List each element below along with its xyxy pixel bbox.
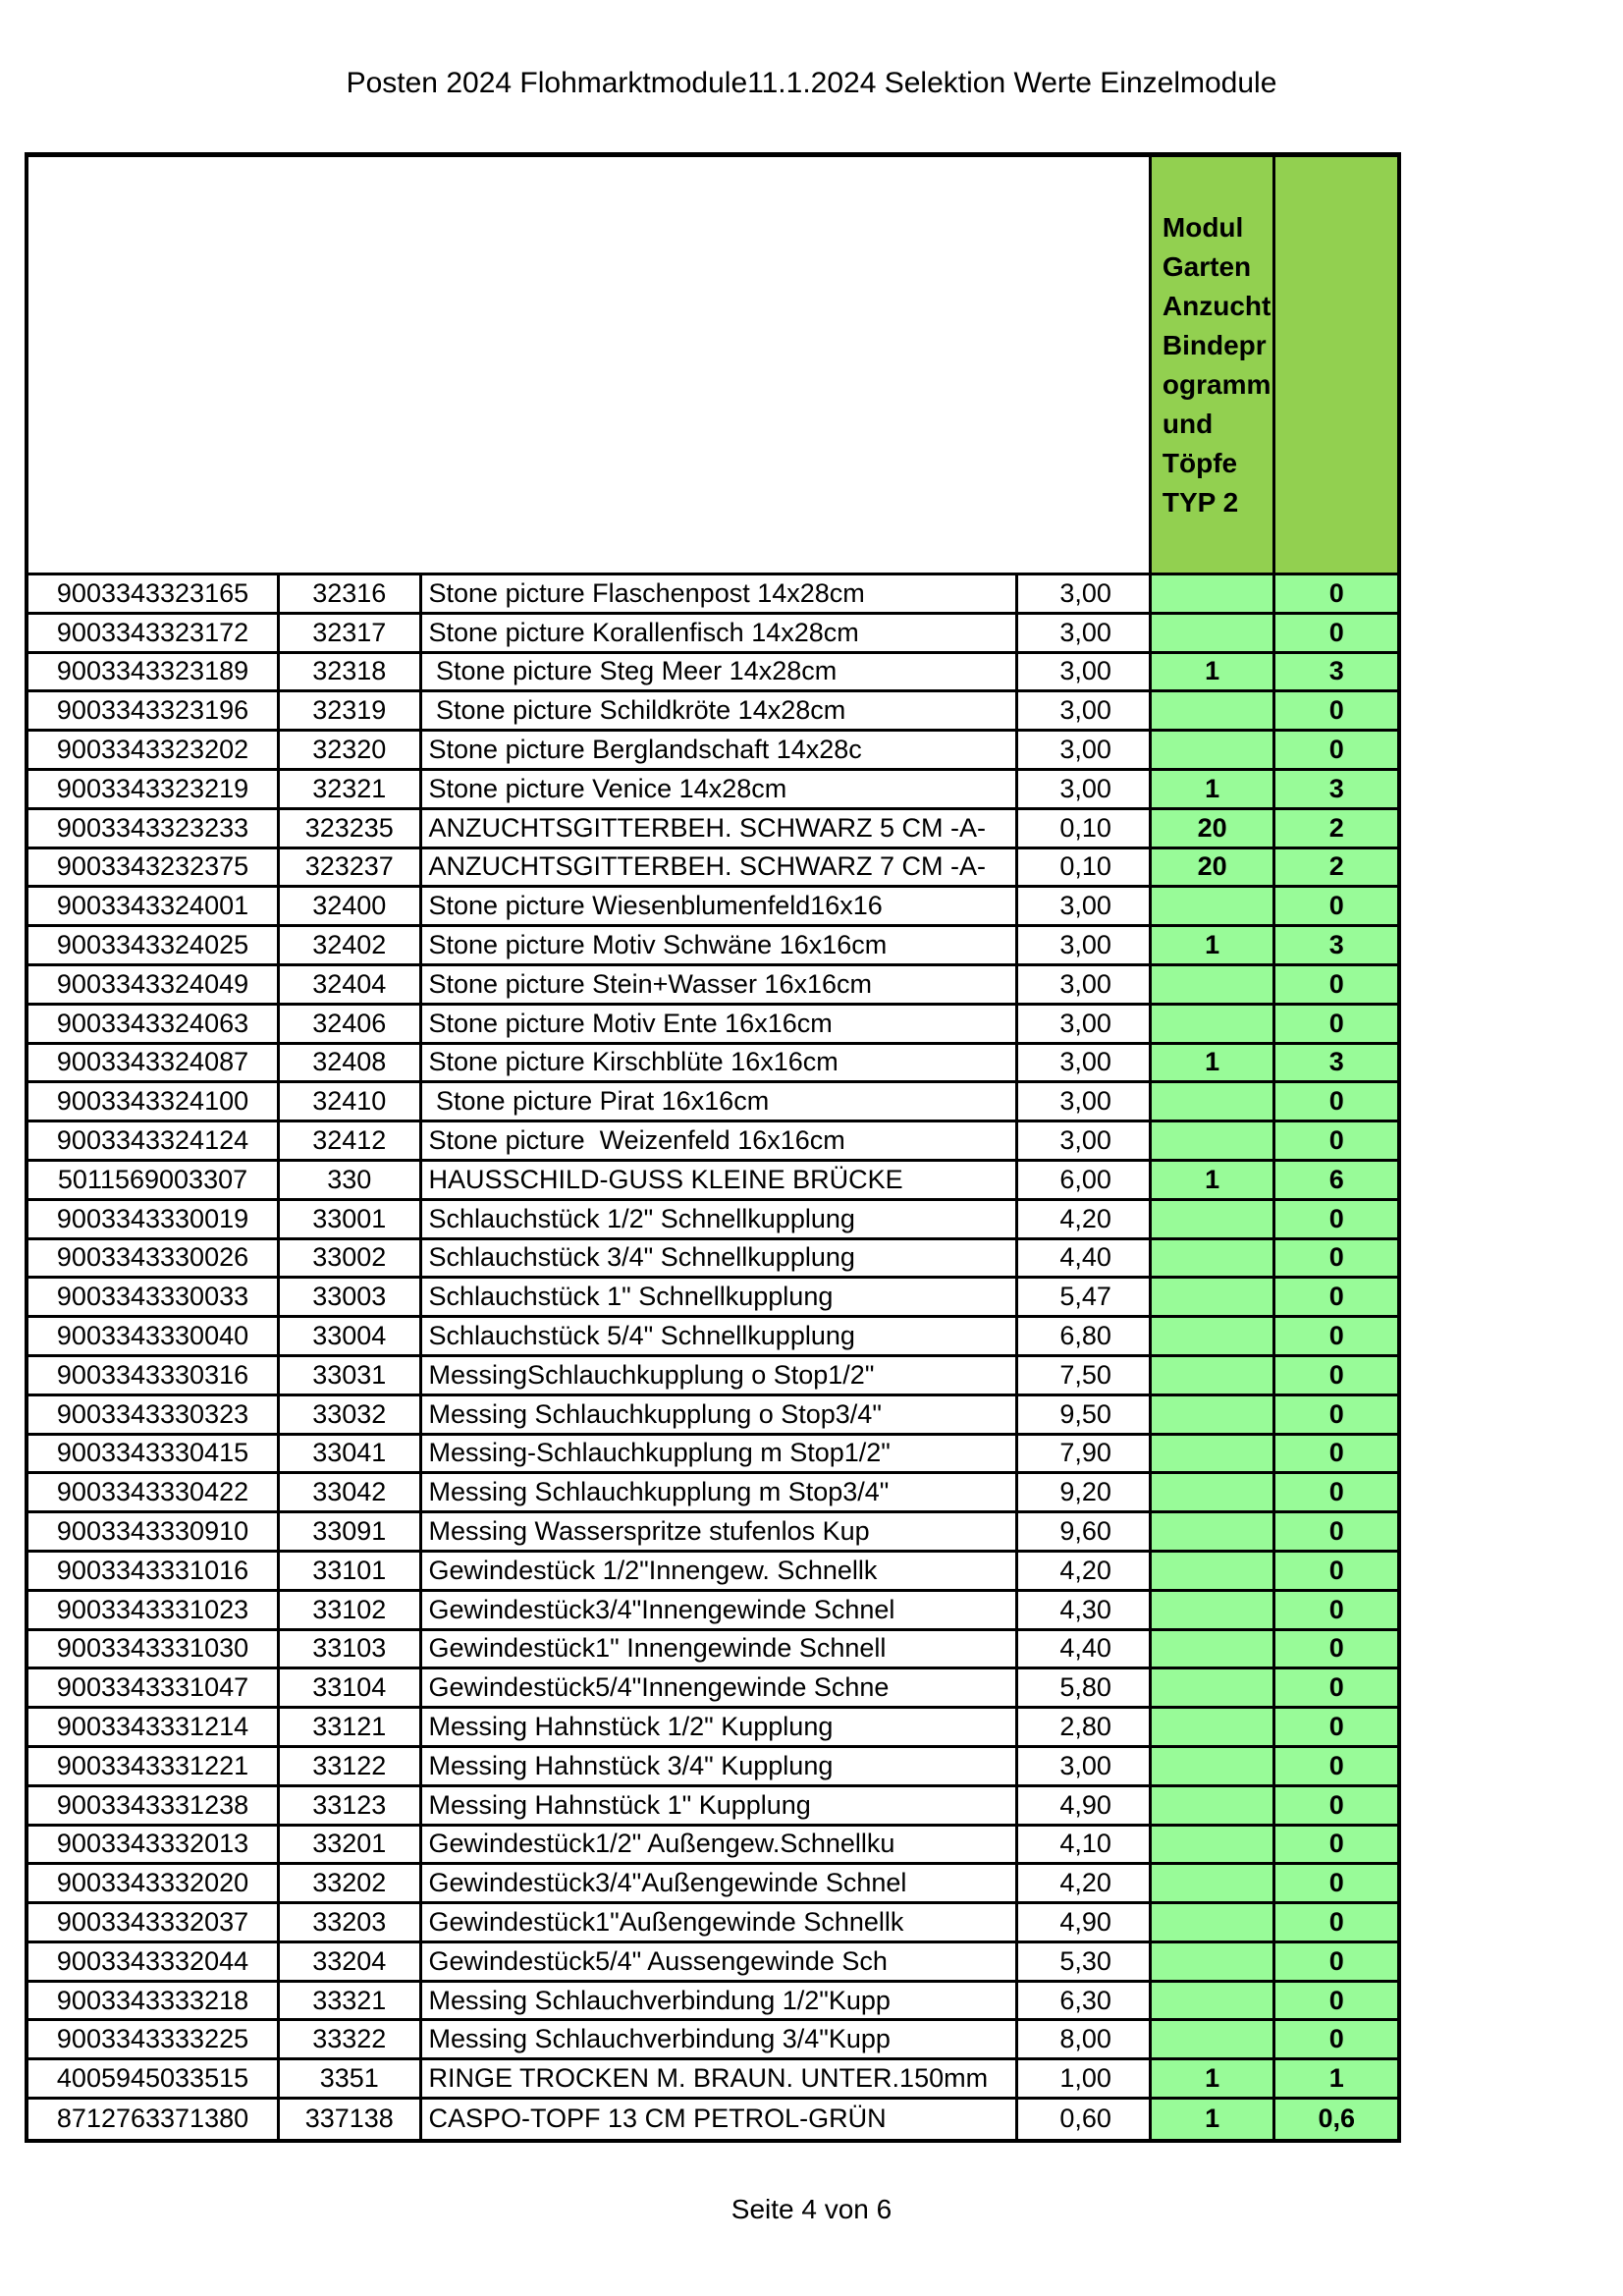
description-cell: Stone picture Steg Meer 14x28cm [422, 654, 1019, 690]
module-qty-cell [1152, 615, 1276, 651]
table-row [28, 1318, 1397, 1357]
price-cell: 3,00 [1018, 1748, 1152, 1784]
ean-cell: 9003343330910 [28, 1513, 280, 1550]
module-value-cell: 0 [1275, 1709, 1397, 1745]
artikel-cell: 33032 [280, 1396, 421, 1433]
artikel-cell: 32318 [280, 654, 421, 690]
artikel-cell: 32410 [280, 1083, 421, 1120]
table-row [28, 810, 1397, 849]
price-cell: 3,00 [1018, 692, 1152, 729]
table-row [28, 1865, 1397, 1904]
module-qty-cell [1152, 1943, 1276, 1980]
table-row [28, 1904, 1397, 1943]
description-cell: Schlauchstück 5/4" Schnellkupplung [422, 1318, 1019, 1354]
module-value-cell: 3 [1275, 654, 1397, 690]
artikel-cell: 323235 [280, 810, 421, 847]
description-cell: Gewindestück5/4"Innengewinde Schne [422, 1669, 1019, 1706]
table-row [28, 1279, 1397, 1318]
artikel-cell: 32412 [280, 1122, 421, 1159]
artikel-cell: 33091 [280, 1513, 421, 1550]
module-value-cell: 0,6 [1275, 2100, 1397, 2139]
module-qty-cell [1152, 966, 1276, 1003]
price-cell: 7,90 [1018, 1436, 1152, 1472]
module-value-cell: 2 [1275, 810, 1397, 847]
table-row [28, 615, 1397, 654]
table-row [28, 2021, 1397, 2060]
ean-cell: 9003343331016 [28, 1553, 280, 1589]
ean-cell: 9003343330422 [28, 1474, 280, 1510]
artikel-cell: 33001 [280, 1201, 421, 1237]
artikel-cell: 3351 [280, 2060, 421, 2097]
description-cell: Stone picture Weizenfeld 16x16cm [422, 1122, 1019, 1159]
price-cell: 3,00 [1018, 615, 1152, 651]
module-qty-cell [1152, 2021, 1276, 2057]
price-cell: 3,00 [1018, 575, 1152, 612]
module-value-cell: 0 [1275, 888, 1397, 924]
module-qty-cell [1152, 1827, 1276, 1863]
description-cell: Gewindestück1/2" Außengew.Schnellku [422, 1827, 1019, 1863]
table-row [28, 966, 1397, 1006]
module-qty-cell: 1 [1152, 654, 1276, 690]
artikel-cell: 32320 [280, 732, 421, 768]
description-cell: Stone picture Wiesenblumenfeld16x16 [422, 888, 1019, 924]
ean-cell: 9003343333218 [28, 1983, 280, 2019]
table-row [28, 771, 1397, 810]
header-value-cell [1275, 157, 1397, 573]
module-qty-cell: 1 [1152, 2100, 1276, 2139]
table-row [28, 927, 1397, 966]
artikel-cell: 33041 [280, 1436, 421, 1472]
price-cell: 6,30 [1018, 1983, 1152, 2019]
ean-cell: 9003343323189 [28, 654, 280, 690]
price-cell: 9,60 [1018, 1513, 1152, 1550]
module-value-cell: 0 [1275, 1787, 1397, 1824]
description-cell: Stone picture Flaschenpost 14x28cm [422, 575, 1019, 612]
module-qty-cell: 1 [1152, 2060, 1276, 2097]
ean-cell: 9003343330033 [28, 1279, 280, 1315]
price-cell: 3,00 [1018, 1006, 1152, 1042]
ean-cell: 9003343332020 [28, 1865, 280, 1901]
description-cell: Schlauchstück 1" Schnellkupplung [422, 1279, 1019, 1315]
table-row [28, 1943, 1397, 1983]
price-cell: 6,80 [1018, 1318, 1152, 1354]
description-cell: Stone picture Berglandschaft 14x28c [422, 732, 1019, 768]
module-qty-cell [1152, 575, 1276, 612]
description-cell: Messing Schlauchverbindung 3/4"Kupp [422, 2021, 1019, 2057]
module-value-cell: 0 [1275, 1631, 1397, 1667]
ean-cell: 9003343324001 [28, 888, 280, 924]
module-value-cell: 3 [1275, 927, 1397, 963]
module-qty-cell [1152, 692, 1276, 729]
ean-cell: 9003343323196 [28, 692, 280, 729]
table-row [28, 1631, 1397, 1670]
table-row [28, 1748, 1397, 1787]
ean-cell: 9003343331030 [28, 1631, 280, 1667]
artikel-cell: 33203 [280, 1904, 421, 1941]
ean-cell: 9003343324049 [28, 966, 280, 1003]
price-cell: 4,90 [1018, 1904, 1152, 1941]
ean-cell: 9003343330316 [28, 1357, 280, 1394]
module-qty-cell [1152, 1122, 1276, 1159]
module-value-cell: 0 [1275, 1240, 1397, 1277]
description-cell: Schlauchstück 3/4" Schnellkupplung [422, 1240, 1019, 1277]
module-value-cell: 3 [1275, 771, 1397, 807]
module-qty-cell: 20 [1152, 810, 1276, 847]
ean-cell: 5011569003307 [28, 1162, 280, 1198]
module-value-cell: 0 [1275, 1357, 1397, 1394]
module-qty-cell [1152, 1201, 1276, 1237]
module-value-cell: 0 [1275, 732, 1397, 768]
module-qty-cell [1152, 1983, 1276, 2019]
price-cell: 9,20 [1018, 1474, 1152, 1510]
price-cell: 5,30 [1018, 1943, 1152, 1980]
ean-cell: 9003343332013 [28, 1827, 280, 1863]
module-value-cell: 0 [1275, 1474, 1397, 1510]
module-qty-cell: 1 [1152, 1162, 1276, 1198]
table-row [28, 1006, 1397, 1045]
price-cell: 9,50 [1018, 1396, 1152, 1433]
artikel-cell: 330 [280, 1162, 421, 1198]
table-header-row [28, 157, 1397, 575]
table-row [28, 732, 1397, 771]
table-row [28, 888, 1397, 927]
price-cell: 1,00 [1018, 2060, 1152, 2097]
artikel-cell: 33002 [280, 1240, 421, 1277]
artikel-cell: 32406 [280, 1006, 421, 1042]
price-cell: 5,80 [1018, 1669, 1152, 1706]
module-qty-cell [1152, 1396, 1276, 1433]
artikel-cell: 33123 [280, 1787, 421, 1824]
table-row [28, 575, 1397, 615]
ean-cell: 9003343232375 [28, 849, 280, 886]
price-cell: 3,00 [1018, 1083, 1152, 1120]
artikel-cell: 33121 [280, 1709, 421, 1745]
description-cell: Messing Schlauchkupplung m Stop3/4" [422, 1474, 1019, 1510]
artikel-cell: 33104 [280, 1669, 421, 1706]
table-row [28, 1122, 1397, 1162]
table-body [28, 575, 1397, 2139]
description-cell: Stone picture Stein+Wasser 16x16cm [422, 966, 1019, 1003]
description-cell: Gewindestück3/4"Innengewinde Schnel [422, 1592, 1019, 1628]
module-qty-cell [1152, 1669, 1276, 1706]
artikel-cell: 32321 [280, 771, 421, 807]
ean-cell: 9003343333225 [28, 2021, 280, 2057]
description-cell: Gewindestück3/4"Außengewinde Schnel [422, 1865, 1019, 1901]
module-value-cell: 0 [1275, 1827, 1397, 1863]
artikel-cell: 33004 [280, 1318, 421, 1354]
price-cell: 4,30 [1018, 1592, 1152, 1628]
ean-cell: 9003343323219 [28, 771, 280, 807]
description-cell: Messing Schlauchkupplung o Stop3/4" [422, 1396, 1019, 1433]
ean-cell: 9003343331221 [28, 1748, 280, 1784]
module-qty-cell [1152, 1904, 1276, 1941]
artikel-cell: 337138 [280, 2100, 421, 2139]
module-value-cell: 0 [1275, 1865, 1397, 1901]
artikel-cell: 32400 [280, 888, 421, 924]
artikel-cell: 32402 [280, 927, 421, 963]
price-cell: 4,40 [1018, 1631, 1152, 1667]
module-value-cell: 0 [1275, 2021, 1397, 2057]
price-cell: 0,10 [1018, 810, 1152, 847]
ean-cell: 9003343323202 [28, 732, 280, 768]
module-value-cell: 0 [1275, 966, 1397, 1003]
artikel-cell: 33201 [280, 1827, 421, 1863]
price-cell: 2,80 [1018, 1709, 1152, 1745]
description-cell: Gewindestück5/4" Aussengewinde Sch [422, 1943, 1019, 1980]
artikel-cell: 32404 [280, 966, 421, 1003]
module-value-cell: 3 [1275, 1045, 1397, 1081]
module-value-cell: 0 [1275, 1904, 1397, 1941]
ean-cell: 9003343332044 [28, 1943, 280, 1980]
module-qty-cell [1152, 888, 1276, 924]
ean-cell: 9003343323165 [28, 575, 280, 612]
ean-cell: 9003343324124 [28, 1122, 280, 1159]
description-cell: Stone picture Schildkröte 14x28cm [422, 692, 1019, 729]
header-empty-merged-cell [28, 157, 1152, 573]
module-value-cell: 0 [1275, 1396, 1397, 1433]
description-cell: HAUSSCHILD-GUSS KLEINE BRÜCKE [422, 1162, 1019, 1198]
artikel-cell: 33103 [280, 1631, 421, 1667]
artikel-cell: 33322 [280, 2021, 421, 2057]
ean-cell: 9003343331047 [28, 1669, 280, 1706]
artikel-cell: 32408 [280, 1045, 421, 1081]
page-title: Posten 2024 Flohmarktmodule11.1.2024 Selektion Werte Einzelmodule [346, 67, 1277, 99]
artikel-cell: 33003 [280, 1279, 421, 1315]
module-qty-cell [1152, 1357, 1276, 1394]
page-footer: Seite 4 von 6 [730, 2194, 893, 2224]
module-column-label: Modul Garten Anzucht Bindeprogramm und Töpfe TYP 2 [1162, 211, 1271, 518]
module-value-cell: 0 [1275, 1201, 1397, 1237]
ean-cell: 9003343330323 [28, 1396, 280, 1433]
artikel-cell: 33202 [280, 1865, 421, 1901]
table-row [28, 849, 1397, 889]
artikel-cell: 323237 [280, 849, 421, 886]
artikel-cell: 33204 [280, 1943, 421, 1980]
description-cell: Messing Schlauchverbindung 1/2"Kupp [422, 1983, 1019, 2019]
table-row [28, 1592, 1397, 1631]
module-qty-cell [1152, 1513, 1276, 1550]
price-cell: 7,50 [1018, 1357, 1152, 1394]
ean-cell: 4005945033515 [28, 2060, 280, 2097]
header-module-cell [1152, 157, 1276, 573]
table-row [28, 1983, 1397, 2022]
table-row [28, 1553, 1397, 1592]
table-row [28, 1357, 1397, 1396]
table-row [28, 1709, 1397, 1748]
module-value-cell: 0 [1275, 1436, 1397, 1472]
module-qty-cell [1152, 1553, 1276, 1589]
table-row [28, 1083, 1397, 1122]
ean-cell: 9003343331238 [28, 1787, 280, 1824]
price-cell: 4,20 [1018, 1553, 1152, 1589]
price-cell: 0,10 [1018, 849, 1152, 886]
table-row [28, 1474, 1397, 1513]
module-value-cell: 0 [1275, 1553, 1397, 1589]
ean-cell: 9003343323233 [28, 810, 280, 847]
module-value-cell: 0 [1275, 692, 1397, 729]
module-value-cell: 2 [1275, 849, 1397, 886]
artikel-cell: 32319 [280, 692, 421, 729]
table-row [28, 1787, 1397, 1827]
module-qty-cell [1152, 1865, 1276, 1901]
table-row [28, 2100, 1397, 2139]
module-qty-cell: 20 [1152, 849, 1276, 886]
description-cell: Messing Hahnstück 3/4" Kupplung [422, 1748, 1019, 1784]
description-cell: Stone picture Motiv Schwäne 16x16cm [422, 927, 1019, 963]
price-cell: 3,00 [1018, 771, 1152, 807]
module-value-cell: 1 [1275, 2060, 1397, 2097]
ean-cell: 9003343323172 [28, 615, 280, 651]
module-qty-cell [1152, 1436, 1276, 1472]
table-row [28, 1045, 1397, 1084]
price-cell: 0,60 [1018, 2100, 1152, 2139]
module-value-cell: 0 [1275, 1006, 1397, 1042]
module-qty-cell [1152, 732, 1276, 768]
table-row [28, 1201, 1397, 1240]
module-qty-cell [1152, 1631, 1276, 1667]
price-cell: 3,00 [1018, 888, 1152, 924]
module-qty-cell [1152, 1318, 1276, 1354]
artikel-cell: 32317 [280, 615, 421, 651]
module-value-cell: 0 [1275, 1318, 1397, 1354]
price-cell: 5,47 [1018, 1279, 1152, 1315]
price-cell: 3,00 [1018, 1045, 1152, 1081]
description-cell: MessingSchlauchkupplung o Stop1/2" [422, 1357, 1019, 1394]
module-qty-cell: 1 [1152, 1045, 1276, 1081]
module-value-cell: 0 [1275, 1513, 1397, 1550]
price-cell: 3,00 [1018, 927, 1152, 963]
module-value-cell: 0 [1275, 1083, 1397, 1120]
ean-cell: 9003343332037 [28, 1904, 280, 1941]
artikel-cell: 33122 [280, 1748, 421, 1784]
description-cell: Messing Wasserspritze stufenlos Kup [422, 1513, 1019, 1550]
table-row [28, 1240, 1397, 1280]
artikel-cell: 33101 [280, 1553, 421, 1589]
price-cell: 4,20 [1018, 1865, 1152, 1901]
ean-cell: 9003343330040 [28, 1318, 280, 1354]
module-qty-cell [1152, 1083, 1276, 1120]
module-value-cell: 0 [1275, 1669, 1397, 1706]
module-value-cell: 0 [1275, 1279, 1397, 1315]
description-cell: ANZUCHTSGITTERBEH. SCHWARZ 5 CM -A- [422, 810, 1019, 847]
ean-cell: 8712763371380 [28, 2100, 280, 2139]
artikel-cell: 33102 [280, 1592, 421, 1628]
artikel-cell: 33031 [280, 1357, 421, 1394]
description-cell: Messing Hahnstück 1" Kupplung [422, 1787, 1019, 1824]
price-cell: 4,20 [1018, 1201, 1152, 1237]
description-cell: Gewindestück1" Innengewinde Schnell [422, 1631, 1019, 1667]
module-qty-cell [1152, 1748, 1276, 1784]
module-qty-cell [1152, 1787, 1276, 1824]
description-cell: RINGE TROCKEN M. BRAUN. UNTER.150mm [422, 2060, 1019, 2097]
module-value-cell: 0 [1275, 1943, 1397, 1980]
description-cell: Stone picture Motiv Ente 16x16cm [422, 1006, 1019, 1042]
module-qty-cell: 1 [1152, 927, 1276, 963]
description-cell: Messing-Schlauchkupplung m Stop1/2" [422, 1436, 1019, 1472]
description-cell: Gewindestück 1/2"Innengew. Schnellk [422, 1553, 1019, 1589]
description-cell: Stone picture Venice 14x28cm [422, 771, 1019, 807]
table-row [28, 2060, 1397, 2100]
ean-cell: 9003343331023 [28, 1592, 280, 1628]
module-value-cell: 6 [1275, 1162, 1397, 1198]
ean-cell: 9003343324100 [28, 1083, 280, 1120]
table-row [28, 1436, 1397, 1475]
module-value-cell: 0 [1275, 1983, 1397, 2019]
product-table [25, 152, 1401, 2143]
price-cell: 4,90 [1018, 1787, 1152, 1824]
ean-cell: 9003343330026 [28, 1240, 280, 1277]
description-cell: CASPO-TOPF 13 CM PETROL-GRÜN [422, 2100, 1019, 2139]
price-cell: 3,00 [1018, 966, 1152, 1003]
ean-cell: 9003343324025 [28, 927, 280, 963]
description-cell: ANZUCHTSGITTERBEH. SCHWARZ 7 CM -A- [422, 849, 1019, 886]
module-value-cell: 0 [1275, 615, 1397, 651]
module-value-cell: 0 [1275, 1592, 1397, 1628]
module-value-cell: 0 [1275, 1748, 1397, 1784]
table-row [28, 1513, 1397, 1553]
ean-cell: 9003343324063 [28, 1006, 280, 1042]
description-cell: Stone picture Korallenfisch 14x28cm [422, 615, 1019, 651]
module-qty-cell [1152, 1592, 1276, 1628]
description-cell: Stone picture Kirschblüte 16x16cm [422, 1045, 1019, 1081]
description-cell: Schlauchstück 1/2" Schnellkupplung [422, 1201, 1019, 1237]
module-qty-cell: 1 [1152, 771, 1276, 807]
artikel-cell: 32316 [280, 575, 421, 612]
artikel-cell: 33042 [280, 1474, 421, 1510]
table-row [28, 1162, 1397, 1201]
table-row [28, 1827, 1397, 1866]
description-cell: Stone picture Pirat 16x16cm [422, 1083, 1019, 1120]
ean-cell: 9003343324087 [28, 1045, 280, 1081]
ean-cell: 9003343330415 [28, 1436, 280, 1472]
artikel-cell: 33321 [280, 1983, 421, 2019]
price-cell: 3,00 [1018, 732, 1152, 768]
table-row [28, 1669, 1397, 1709]
ean-cell: 9003343331214 [28, 1709, 280, 1745]
price-cell: 6,00 [1018, 1162, 1152, 1198]
table-row [28, 654, 1397, 693]
price-cell: 4,10 [1018, 1827, 1152, 1863]
price-cell: 8,00 [1018, 2021, 1152, 2057]
module-qty-cell [1152, 1006, 1276, 1042]
module-value-cell: 0 [1275, 1122, 1397, 1159]
price-cell: 3,00 [1018, 654, 1152, 690]
module-qty-cell [1152, 1709, 1276, 1745]
ean-cell: 9003343330019 [28, 1201, 280, 1237]
price-cell: 3,00 [1018, 1122, 1152, 1159]
table-row [28, 1396, 1397, 1436]
description-cell: Gewindestück1"Außengewinde Schnellk [422, 1904, 1019, 1941]
module-qty-cell [1152, 1474, 1276, 1510]
description-cell: Messing Hahnstück 1/2" Kupplung [422, 1709, 1019, 1745]
module-qty-cell [1152, 1240, 1276, 1277]
table-row [28, 692, 1397, 732]
price-cell: 4,40 [1018, 1240, 1152, 1277]
module-value-cell: 0 [1275, 575, 1397, 612]
module-qty-cell [1152, 1279, 1276, 1315]
